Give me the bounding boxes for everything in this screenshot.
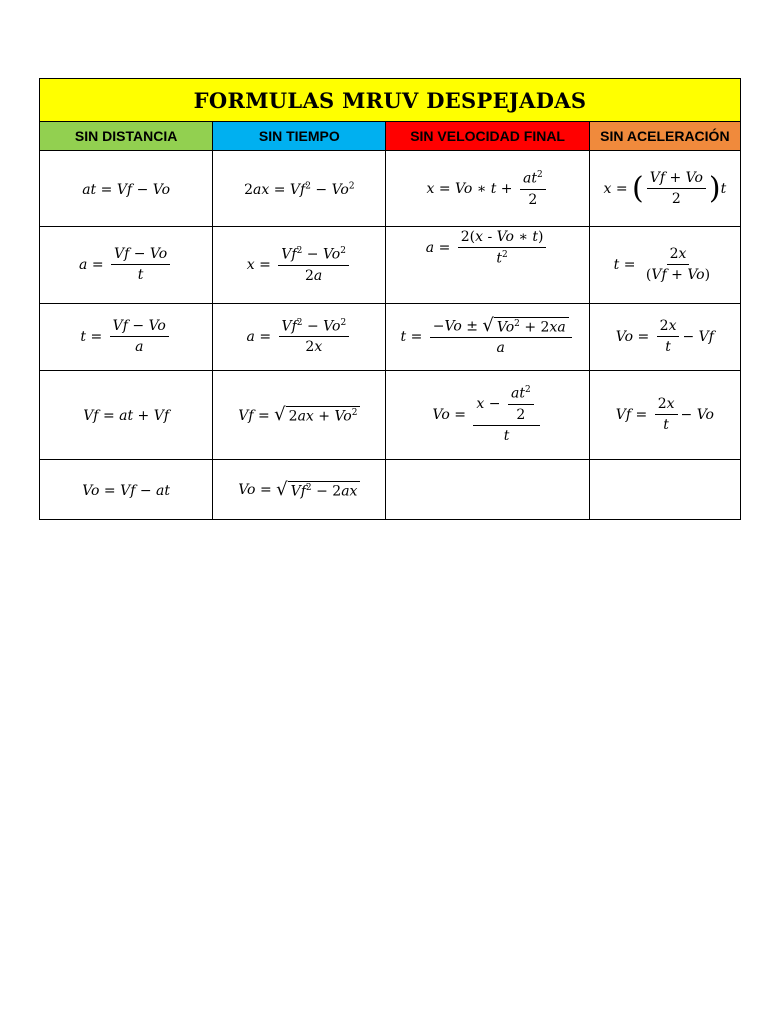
formula-cell: t = $\frac{Vf - Vo}{a}$: [40, 303, 213, 370]
formula-cell: Vo = Vf − at: [40, 459, 213, 519]
formula-cell: $2ax = Vf^2 - Vo^2$: [213, 151, 386, 227]
table-row: [40, 303, 741, 370]
empty-cell: [589, 459, 740, 519]
column-header-sin-distancia: SIN DISTANCIA: [40, 122, 213, 151]
formula-cell: x = ( $\frac{Vf + Vo}{2}$ )t: [589, 151, 740, 227]
formula-cell: Vo = x − $\frac{at^2}{2}$ t: [386, 370, 589, 459]
column-header-sin-aceleracion: SIN ACELERACIÓN: [589, 122, 740, 151]
column-header-sin-velocidad-final: SIN VELOCIDAD FINAL: [386, 122, 589, 151]
table-title: FORMULAS MRUV DESPEJADAS: [40, 79, 741, 122]
formula-cell: a = $\frac{2(x - Vo ∗ t)}{t^2}$: [386, 227, 589, 303]
formula-cell: Vo = √ Vf$^2$ − 2ax: [213, 459, 386, 519]
formula-cell: at = Vf − Vo: [40, 151, 213, 227]
formula-cell: t = −Vo ± √ Vo$^2$ + 2xa a: [386, 303, 589, 370]
formula-cell: a = $\frac{Vf - Vo}{t}$: [40, 227, 213, 303]
empty-cell: [386, 459, 589, 519]
formula-cell: Vf = at + Vf: [40, 370, 213, 459]
table-row: [40, 227, 741, 303]
formula-cell: a = $\frac{Vf^2 - Vo^2}{2x}$: [213, 303, 386, 370]
formula-cell: x = Vo ∗ t + $\frac{at^2}{2}$: [386, 151, 589, 227]
table-row: [40, 459, 741, 519]
formula-cell: Vf = $\frac{2x}{t}$ − Vo: [589, 370, 740, 459]
formula-table: [39, 78, 741, 520]
formula-cell: t = $\frac{2x}{(Vf + Vo)}$: [589, 227, 740, 303]
column-header-sin-tiempo: SIN TIEMPO: [213, 122, 386, 151]
table-row: [40, 370, 741, 459]
table-row: [40, 151, 741, 227]
formula-cell: x = $\frac{Vf^2 - Vo^2}{2a}$: [213, 227, 386, 303]
formula-cell: Vf = √ $2ax + Vo^2$: [213, 370, 386, 459]
formula-cell: Vo = $\frac{2x}{t}$ − Vf: [589, 303, 740, 370]
